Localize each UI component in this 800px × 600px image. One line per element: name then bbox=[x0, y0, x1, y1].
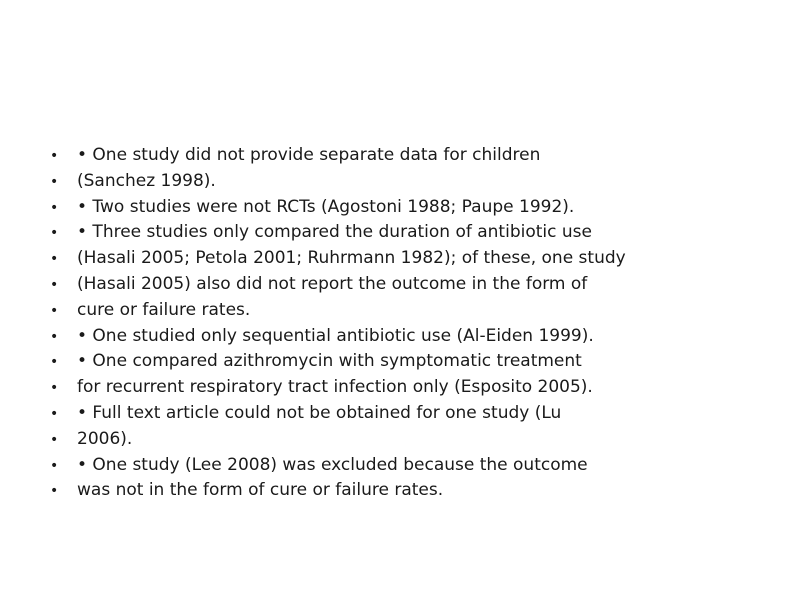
bullet-line bbox=[50, 427, 626, 453]
bullet-marker: • bbox=[50, 225, 59, 242]
bullet-marker: • bbox=[50, 251, 59, 268]
bullet-line bbox=[50, 220, 626, 246]
bullet-line bbox=[50, 375, 626, 401]
bullet-line bbox=[50, 143, 626, 169]
bullet-marker: • bbox=[50, 148, 59, 164]
bullet-marker: • bbox=[50, 276, 59, 293]
bullet-marker: • bbox=[50, 431, 59, 448]
bullet-text: • One study (Lee 2008) was excluded because the outcome bbox=[77, 454, 588, 475]
bullet-marker: • bbox=[50, 328, 59, 345]
bullet-marker: • bbox=[50, 405, 59, 422]
bullet-line bbox=[50, 195, 626, 221]
bullet-text: was not in the form of cure or failure rates. bbox=[77, 480, 444, 501]
bullet-text: • Three studies only compared the duration of antibiotic use bbox=[77, 222, 592, 243]
bullet-line bbox=[50, 272, 626, 298]
bullet-text: (Sanchez 1998). bbox=[77, 170, 216, 191]
bullet-text: • One study did not provide separate data for children bbox=[77, 145, 541, 165]
bullet-marker: • bbox=[50, 302, 59, 319]
bullet-line bbox=[50, 453, 626, 479]
bullet-line bbox=[50, 298, 626, 324]
bullet-line bbox=[50, 246, 626, 272]
bullet-marker: • bbox=[50, 199, 59, 216]
bullet-line bbox=[50, 478, 626, 504]
bullet-line bbox=[50, 349, 626, 375]
bullet-list bbox=[50, 143, 626, 504]
bullet-text: • Two studies were not RCTs (Agostoni 1988; Paupe 1992). bbox=[77, 196, 575, 217]
bullet-marker: • bbox=[50, 457, 59, 474]
bullet-text: 2006). bbox=[77, 428, 133, 449]
bullet-text: cure or failure rates. bbox=[77, 299, 251, 320]
bullet-line bbox=[50, 169, 626, 195]
bullet-line bbox=[50, 324, 626, 350]
bullet-text: • Full text article could not be obtained for one study (Lu bbox=[77, 402, 562, 423]
bullet-marker: • bbox=[50, 354, 59, 371]
bullet-text: • One compared azithromycin with symptomatic treatment bbox=[77, 351, 582, 372]
bullet-text: • One studied only sequential antibiotic use (Al-Eiden 1999). bbox=[77, 325, 594, 346]
bullet-line bbox=[50, 401, 626, 427]
bullet-marker: • bbox=[50, 483, 59, 500]
bullet-text: (Hasali 2005) also did not report the outcome in the form of bbox=[77, 273, 588, 294]
bullet-marker: • bbox=[50, 173, 59, 190]
bullet-text: (Hasali 2005; Petola 2001; Ruhrmann 1982); of these, one study bbox=[77, 248, 626, 269]
bullet-marker: • bbox=[50, 380, 59, 397]
bullet-text: for recurrent respiratory tract infection only (Esposito 2005). bbox=[77, 377, 593, 398]
